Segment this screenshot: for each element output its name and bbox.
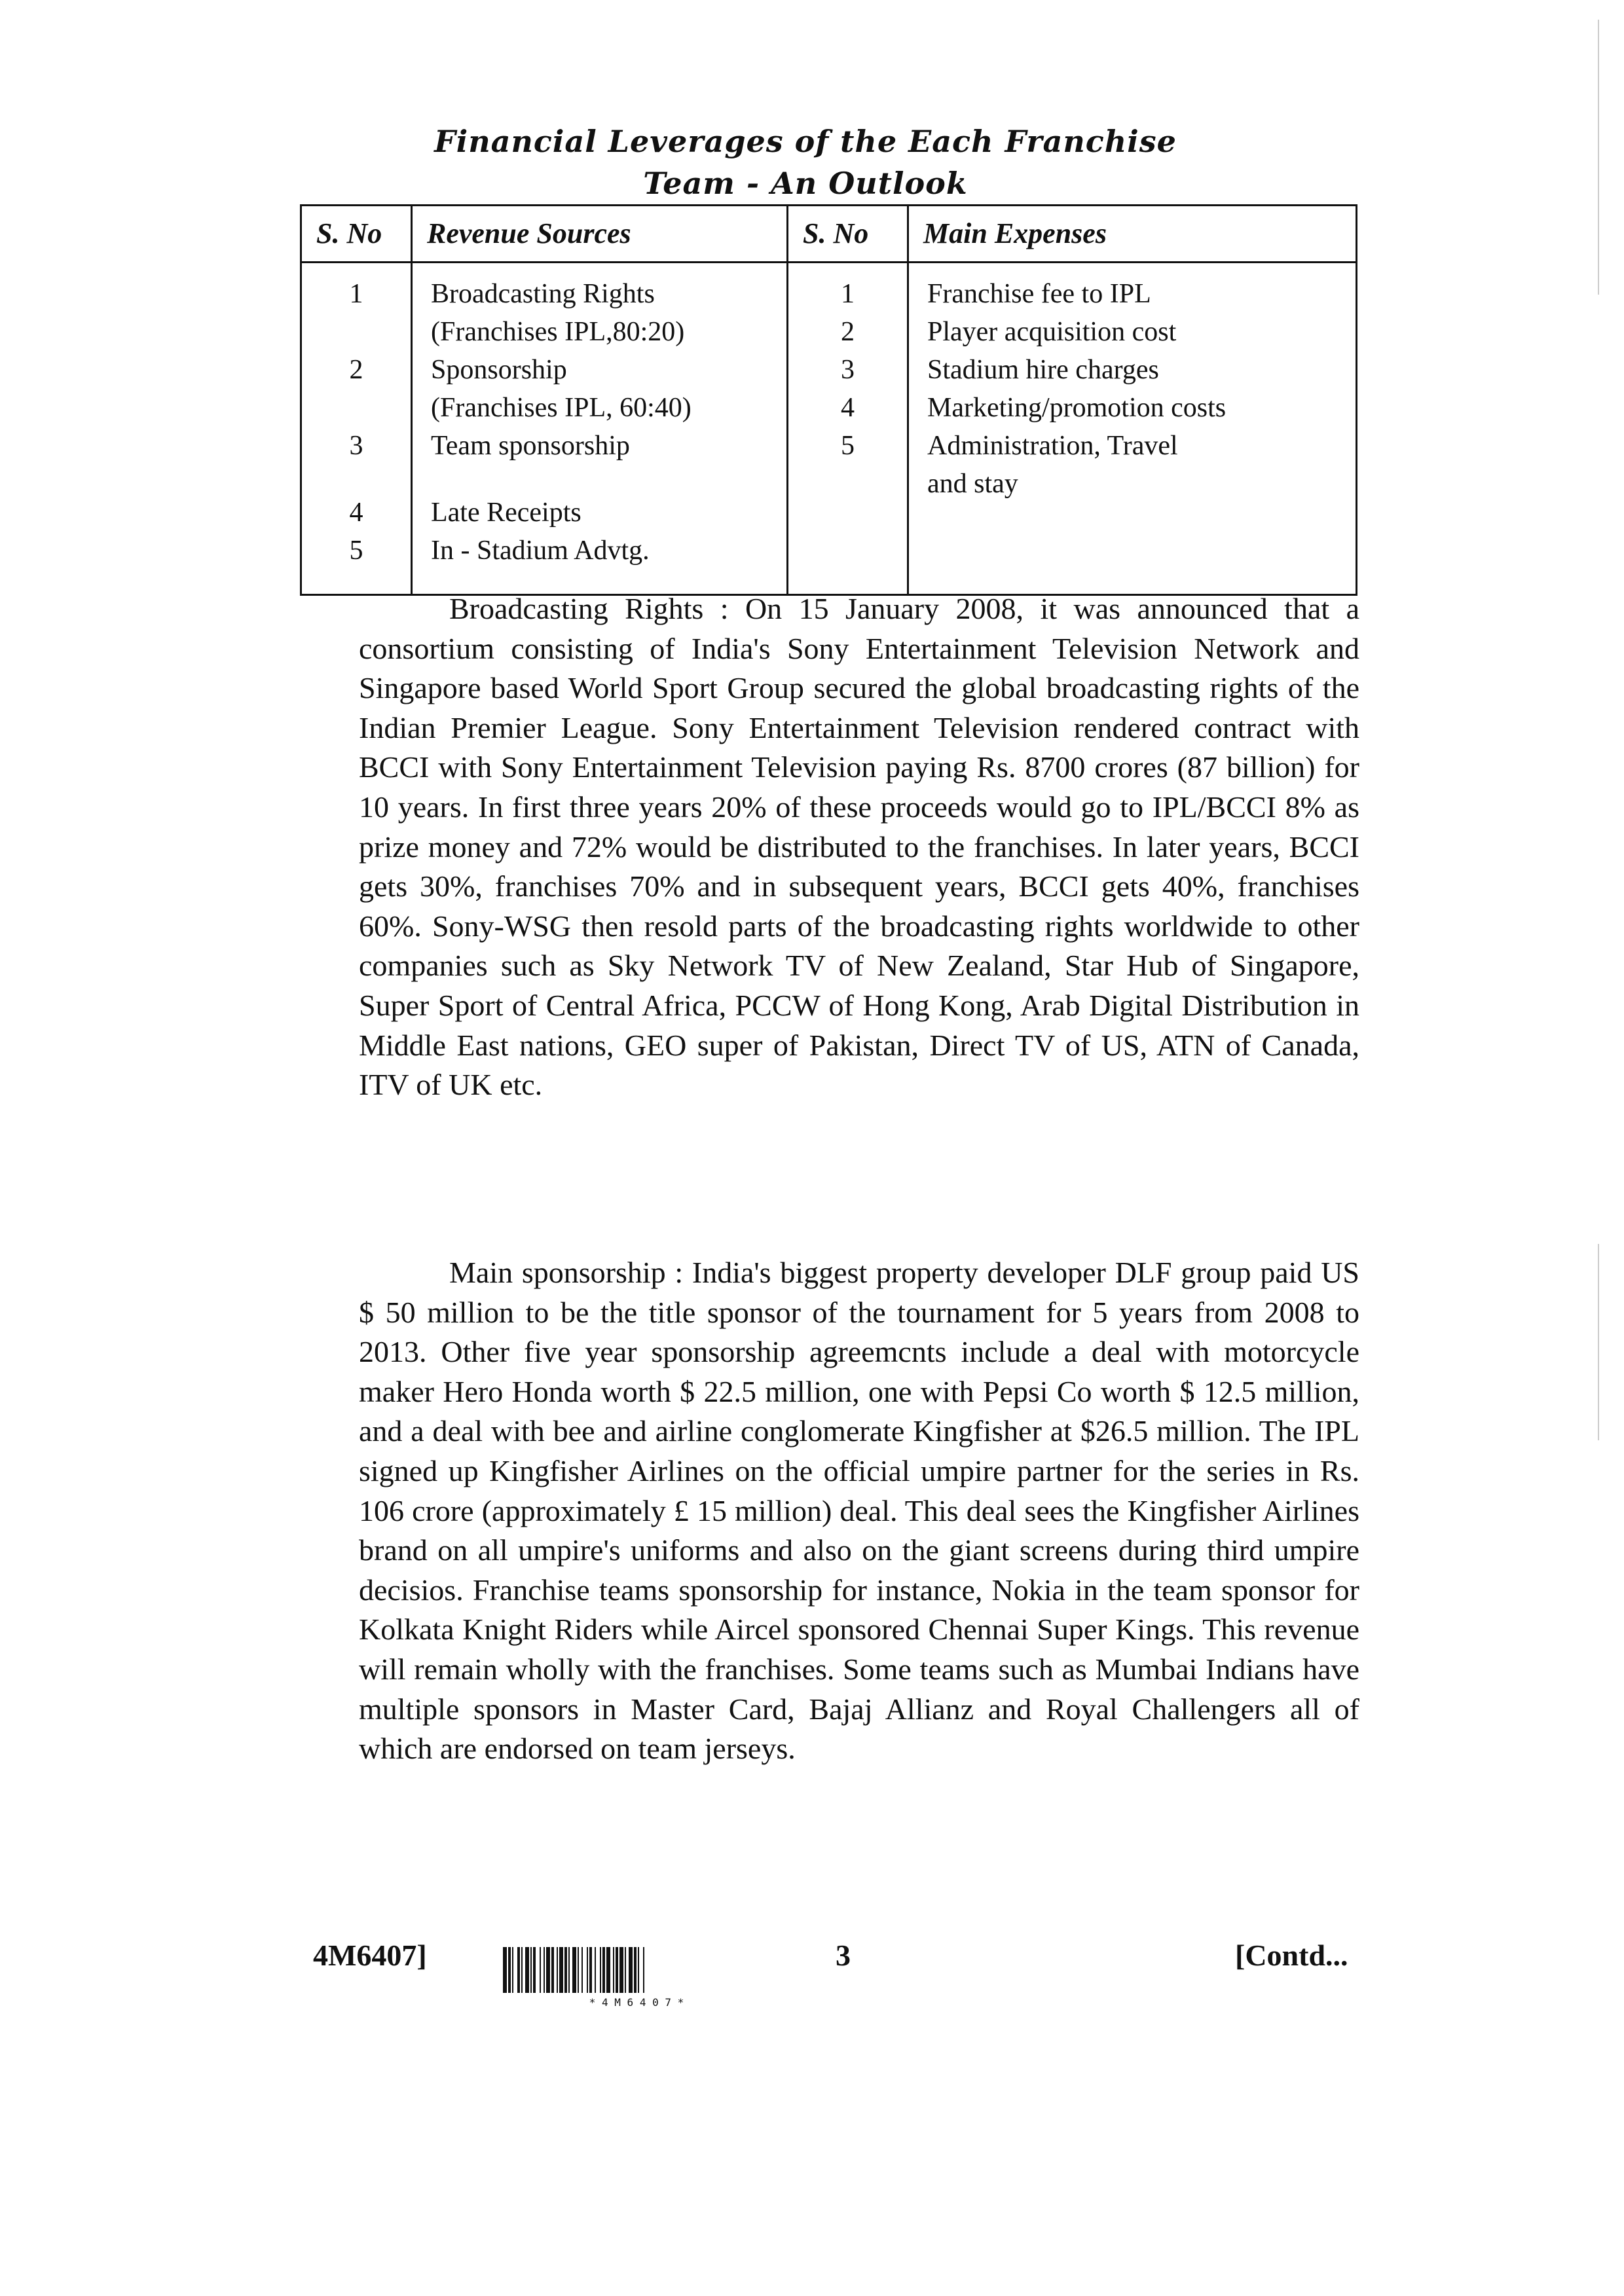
revenue-number: 3: [349, 431, 363, 461]
revenue-number: 5: [349, 536, 363, 566]
revenue-source: Team sponsorship: [431, 431, 630, 461]
revenue-source: Broadcasting Rights: [431, 279, 655, 309]
revenue-source: Late Receipts: [431, 498, 581, 528]
barcode-bar: [600, 1947, 601, 1993]
revenue-number: 1: [349, 279, 363, 309]
barcode-bar: [521, 1947, 523, 1993]
barcode-bar: [616, 1947, 618, 1993]
barcode-bar: [557, 1947, 558, 1993]
continued-label: [Contd...: [1235, 1939, 1348, 1972]
barcode-caption: * 4 M 6 4 0 7 *: [589, 1996, 684, 2009]
barcode-bar: [564, 1947, 567, 1993]
barcode-bar: [517, 1947, 520, 1993]
revenue-source-detail: (Franchises IPL,80:20): [431, 317, 685, 347]
table-header-row: [301, 206, 1357, 263]
header-main-expenses: Main Expenses: [908, 206, 1357, 263]
barcode-bar: [559, 1947, 563, 1993]
barcode-bar: [551, 1947, 554, 1993]
main-sponsorship-paragraph: Main sponsorship : India's biggest property developer DLF group paid US $ 50 million to be the title sponsor of the tournament for 5 years from 2008 to 2013. Other five year sponsorship agreemcnts include a deal with motorcycle maker Hero Honda worth $ 22.5 million, one with Pepsi Co worth $ 12.5 million, and a deal with bee and airline conglomerate Kingfisher at $26.5 million. The IPL signed up Kingfisher Airlines on the official umpire partner for the series in Rs. 106 crore (approximately £ 15 million) deal. This deal sees the Kingfisher Airlines brand on all umpire's uniforms and also on the giant screens during third umpire decisios. Franchise teams sponsorship for instance, Nokia in the team sponsor for Kolkata Knight Riders while Aircel sponsored Chennai Super Kings. This revenue will remain wholly with the franchises. Some teams such as Mumbai Indians have multiple sponsors in Master Card, Bajaj Allianz and Royal Challengers all of which are endorsed on team jerseys.: [359, 1256, 1359, 1766]
barcode-bar: [619, 1947, 623, 1993]
header-sno-revenue: S. No: [301, 206, 412, 263]
barcode-bar: [613, 1947, 614, 1993]
main-expense: Franchise fee to IPL: [927, 279, 1151, 309]
barcode: [500, 1944, 773, 2009]
document-title-line-2: Team - An Outlook: [643, 166, 968, 201]
barcode-bar: [512, 1947, 513, 1993]
revenue-source: Sponsorship: [431, 355, 567, 385]
barcode-bar: [544, 1947, 545, 1993]
barcode-bar: [625, 1947, 626, 1993]
revenue-number-column: [301, 263, 412, 595]
barcode-bar: [530, 1947, 532, 1993]
revenue-number: 2: [349, 355, 363, 385]
barcode-bar: [643, 1947, 644, 1993]
barcode-bar: [589, 1947, 592, 1993]
barcode-bar: [629, 1947, 633, 1993]
barcode-bar: [508, 1947, 511, 1993]
barcode-bar: [503, 1947, 507, 1993]
document-title-line-1: Financial Leverages of the Each Franchise: [434, 124, 1177, 159]
main-expense: Administration, Travel: [927, 431, 1178, 461]
expense-number: 3: [841, 355, 855, 385]
main-expense: Player acquisition cost: [927, 317, 1177, 347]
revenue-source-detail: (Franchises IPL, 60:40): [431, 393, 692, 423]
barcode-bar: [533, 1947, 536, 1993]
financial-leverages-table: [300, 204, 1357, 596]
barcode-bar: [546, 1947, 550, 1993]
scan-edge-mark: [1598, 20, 1599, 295]
barcode-bar: [638, 1947, 639, 1993]
expense-number: 2: [841, 317, 855, 347]
expense-number: 4: [841, 393, 855, 423]
barcode-bar: [595, 1947, 596, 1993]
revenue-number: 4: [349, 498, 363, 528]
barcode-bar: [581, 1947, 583, 1993]
barcode-bar: [540, 1947, 541, 1993]
main-expenses-column: [908, 263, 1357, 595]
expense-number: 1: [841, 279, 855, 309]
expense-number: 5: [841, 431, 855, 461]
barcode-bar: [572, 1947, 576, 1993]
header-revenue-sources: Revenue Sources: [412, 206, 788, 263]
barcode-bar: [606, 1947, 610, 1993]
revenue-source: In - Stadium Advtg.: [431, 536, 650, 566]
barcode-bar: [568, 1947, 570, 1993]
scan-edge-mark: [1598, 1244, 1599, 1440]
barcode-bar: [578, 1947, 579, 1993]
main-expense: Marketing/promotion costs: [927, 393, 1227, 423]
barcode-bar: [602, 1947, 605, 1993]
barcode-bar: [634, 1947, 637, 1993]
barcode-bars: [503, 1947, 644, 1993]
revenue-sources-column: [412, 263, 788, 595]
expense-number-column: [788, 263, 908, 595]
barcode-bar: [525, 1947, 529, 1993]
page-number: 3: [836, 1939, 851, 1972]
broadcasting-rights-paragraph: Broadcasting Rights : On 15 January 2008, it was announced that a consortium consisting of India's Sony Entertainment Television Network and Singapore based World Sport Group secured the global broadcasting rights of the Indian Premier League. Sony Entertainment Television rendered contract with BCCI with Sony Entertainment Television paying Rs. 8700 crores (87 billion) for 10 years. In first three years 20% of these proceeds would go to IPL/BCCI 8% as prize money and 72% would be distributed to the franchises. In later years, BCCI gets 30%, franchises 70% and in subsequent years, BCCI gets 40%, franchises 60%. Sony-WSG then resold parts of the broadcasting rights worldwide to other companies such as Sky Network TV of New Zealand, Star Hub of Singapore, Super Sport of Central Africa, PCCW of Hong Kong, Arab Digital Distribution in Middle East nations, GEO super of Pakistan, Direct TV of US, ATN of Canada, ITV of UK etc.: [359, 592, 1359, 1102]
header-sno-expenses: S. No: [788, 206, 908, 263]
main-expense-continuation: and stay: [927, 469, 1018, 499]
barcode-bar: [587, 1947, 588, 1993]
main-expense: Stadium hire charges: [927, 355, 1159, 385]
paper-code: 4M6407]: [313, 1939, 427, 1972]
table-row: [301, 263, 1357, 595]
